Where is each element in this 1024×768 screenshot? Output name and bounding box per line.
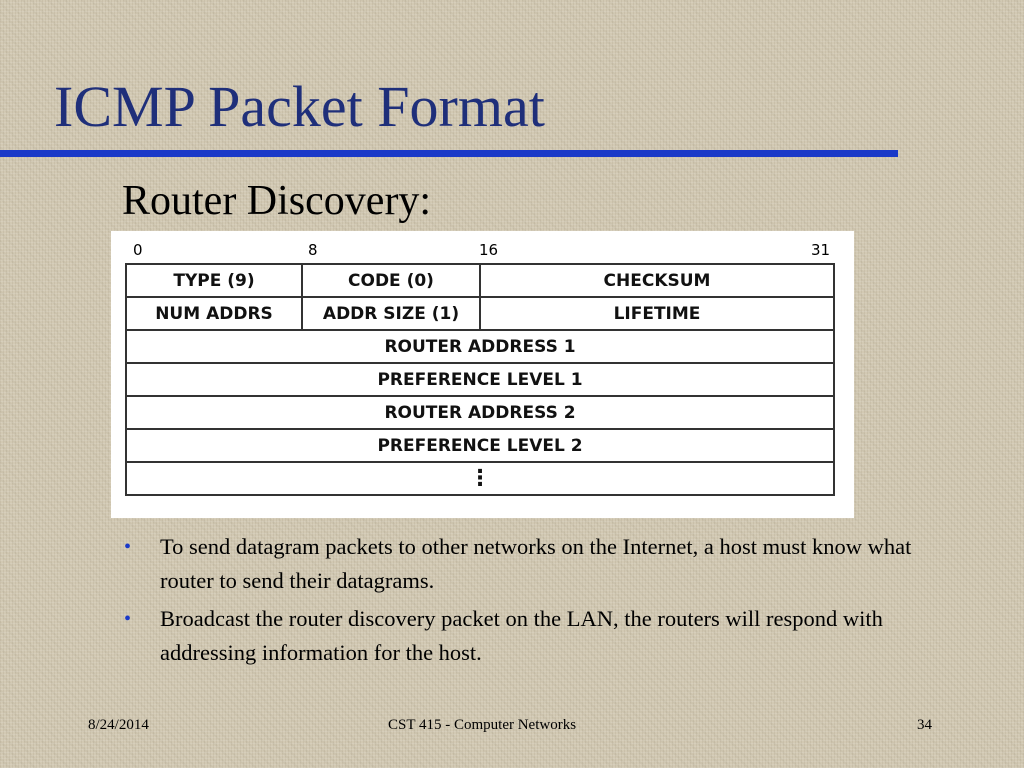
packet-row (126, 396, 834, 429)
field-router-address-2: ROUTER ADDRESS 2 (126, 396, 834, 429)
packet-row (126, 330, 834, 363)
field-preference-level-2: PREFERENCE LEVEL 2 (126, 429, 834, 462)
bit-label-31: 31 (811, 241, 831, 259)
bullet-item (122, 602, 942, 670)
bullet-item (122, 530, 942, 598)
footer-page-number: 34 (917, 717, 932, 733)
footer-course: CST 415 - Computer Networks (388, 717, 577, 733)
slide-title: ICMP Packet Format (54, 74, 545, 139)
title-underline (0, 150, 898, 157)
bullet-icon: • (124, 536, 132, 558)
packet-row (126, 462, 834, 495)
bullet-icon: • (124, 608, 132, 630)
bit-label-8: 8 (308, 241, 318, 259)
packet-row (126, 429, 834, 462)
field-type: TYPE (9) (126, 264, 302, 297)
packet-diagram (111, 231, 854, 518)
field-num-addrs: NUM ADDRS (126, 297, 302, 330)
bullet-text: Broadcast the router discovery packet on the LAN, the routers will respond with addressing information for the host. (160, 606, 883, 665)
field-preference-level-1: PREFERENCE LEVEL 1 (126, 363, 834, 396)
bit-label-16: 16 (479, 241, 499, 259)
field-code: CODE (0) (302, 264, 480, 297)
slide-subtitle: Router Discovery: (122, 178, 432, 224)
packet-row (126, 264, 834, 297)
field-router-address-1: ROUTER ADDRESS 1 (126, 330, 834, 363)
bullet-text: To send datagram packets to other networks on the Internet, a host must know what router to send their datagrams. (160, 534, 912, 593)
bit-label-0: 0 (133, 241, 143, 259)
field-addr-size: ADDR SIZE (1) (302, 297, 480, 330)
field-checksum: CHECKSUM (480, 264, 834, 297)
field-lifetime: LIFETIME (480, 297, 834, 330)
field-continuation: ⋮ (126, 462, 834, 495)
packet-row (126, 363, 834, 396)
bullet-list (122, 530, 942, 674)
footer-date: 8/24/2014 (88, 717, 149, 733)
packet-table (125, 263, 835, 496)
packet-row (126, 297, 834, 330)
